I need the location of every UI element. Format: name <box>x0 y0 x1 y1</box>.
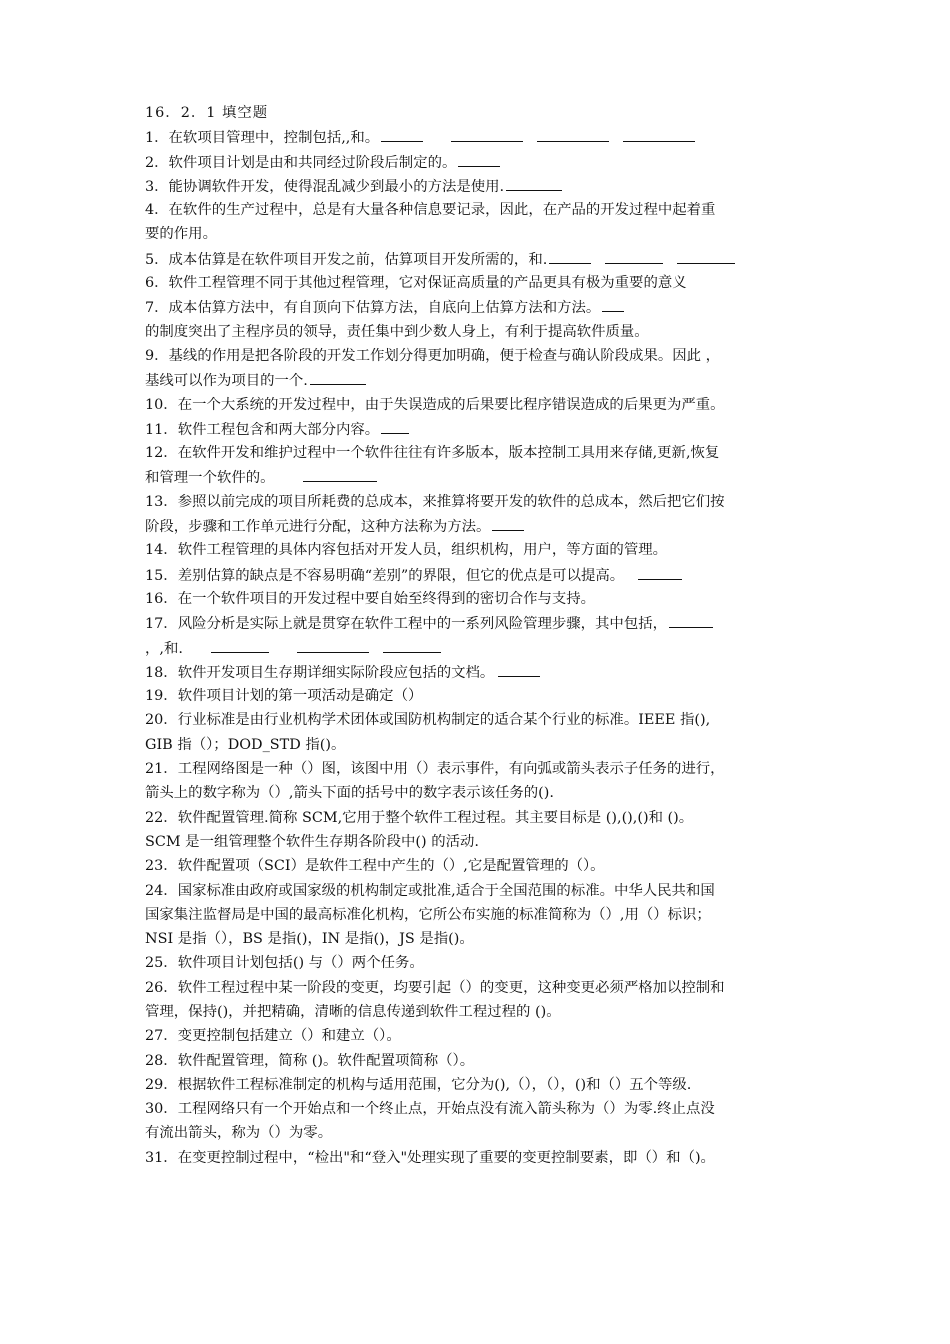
answer-blank <box>492 514 524 531</box>
question-18: 18．软件开发项目生存期详细实际阶段应包括的文档。 <box>145 660 825 684</box>
question-9-line-1: 9．基线的作用是把各阶段的开发工作划分得更加明确，便于检查与确认阶段成果。因此 ， <box>145 347 720 364</box>
question-21-line-1: 21．工程网络图是一种（）图，该图中用（）表示事件，有向弧或箭头表示子任务的进行， <box>145 761 725 778</box>
question-19: 19．软件项目计划的第一项活动是确定（） <box>145 688 423 705</box>
question-7: 7．成本估算方法中，有自顶向下估算方法，自底向上估算方法和方法。 <box>145 295 825 319</box>
question-13-line-1: 13．参照以前完成的项目所耗费的总成本，来推算将要开发的软件的总成本，然后把它们按 <box>145 493 725 510</box>
question-17-line-1: 17．风险分析是实际上就是贯穿在软件工程中的一系列风险管理步骤，其中包括， <box>145 611 825 635</box>
question-24-line-1: 24．国家标准由政府或国家级的机构制定或批准,适合于全国范围的标准。中华人民共和国 <box>145 882 715 899</box>
question-26-line-2: 管理，保持()，并把精确，清晰的信息传递到软件工程过程的 ()。 <box>145 1003 561 1020</box>
question-11: 11．软件工程包含和两大部分内容。 <box>145 417 825 441</box>
section-title: 16．2．1 填空题 <box>145 105 269 121</box>
answer-blank <box>623 125 695 142</box>
answer-blank <box>638 563 682 580</box>
question-25: 25．软件项目计划包括() 与（）两个任务。 <box>145 955 424 972</box>
question-29: 29．根据软件工程标准制定的机构与适用范围，它分为(),（），（），()和（）五个等级. <box>145 1076 692 1093</box>
question-30-line-1: 30．工程网络只有一个开始点和一个终止点，开始点没有流入箭头称为（）为零.终止点没 <box>145 1101 715 1118</box>
question-21-line-2: 箭头上的数字称为（）,箭头下面的括号中的数字表示该任务的(). <box>145 785 554 802</box>
answer-blank <box>381 125 423 142</box>
question-5: 5．成本估算是在软件项目开发之前，估算项目开发所需的，和. <box>145 247 825 271</box>
question-9-line-2: 基线可以作为项目的一个. <box>145 368 825 392</box>
answer-blank <box>498 660 540 677</box>
question-8: 的制度突出了主程序员的领导，责任集中到少数人身上，有利于提高软件质量。 <box>145 323 649 340</box>
question-10: 10．在一个大系统的开发过程中，由于失误造成的后果要比程序错误造成的后果更为严重。 <box>145 396 725 413</box>
question-26-line-1: 26．软件工程过程中某一阶段的变更，均要引起（）的变更，这种变更必须严格加以控制和 <box>145 979 725 996</box>
question-2: 2．软件项目计划是由和共同经过阶段后制定的。 <box>145 150 825 174</box>
question-22-line-1: 22．软件配置管理.简称 SCM,它用于整个软件工程过程。其主要目标是 (),(),()和 ()。 <box>145 809 694 826</box>
answer-blank <box>602 295 624 312</box>
answer-blank <box>549 247 591 264</box>
question-1: 1．在软项目管理中，控制包括,,和。 <box>145 125 825 149</box>
question-20-line-2: GIB 指（）；DOD_STD 指()。 <box>145 736 346 753</box>
answer-blank <box>537 125 609 142</box>
question-6: 6．软件工程管理不同于其他过程管理，它对保证高质量的产品更具有极为重要的意义 <box>145 275 687 292</box>
answer-blank <box>303 465 377 482</box>
answer-blank <box>605 247 663 264</box>
answer-blank <box>669 611 713 628</box>
question-24-line-3: NSI 是指（），BS 是指()，IN 是指()，JS 是指()。 <box>145 931 474 948</box>
question-12-line-2: 和管理一个软件的。 <box>145 465 825 489</box>
answer-blank <box>381 417 409 434</box>
question-22-line-2: SCM 是一组管理整个软件生存期各阶段中() 的活动. <box>145 833 479 850</box>
question-14: 14．软件工程管理的具体内容包括对开发人员，组织机构，用户，等方面的管理。 <box>145 542 667 559</box>
question-28: 28．软件配置管理，简称 ()。软件配置项简称（）。 <box>145 1052 475 1069</box>
question-12-line-1: 12．在软件开发和维护过程中一个软件往往有许多版本，版本控制工具用来存储,更新,恢复 <box>145 445 720 462</box>
answer-blank <box>383 636 441 653</box>
question-4-line-2: 要的作用。 <box>145 226 217 243</box>
question-20-line-1: 20．行业标准是由行业机构学术团体或国防机构制定的适合某个行业的标准。IEEE 指(), <box>145 712 711 729</box>
answer-blank <box>458 150 500 167</box>
question-4-line-1: 4．在软件的生产过程中，总是有大量各种信息要记录，因此，在产品的开发过程中起着重 <box>145 202 716 219</box>
question-15: 15．差别估算的缺点是不容易明确“差别”的界限，但它的优点是可以提高。 <box>145 563 825 587</box>
question-27: 27．变更控制包括建立（）和建立（）。 <box>145 1028 401 1045</box>
question-3: 3．能协调软件开发，使得混乱减少到最小的方法是使用. <box>145 174 825 198</box>
answer-blank <box>310 368 366 385</box>
document-page <box>145 101 825 1170</box>
question-23: 23．软件配置项（SCI）是软件工程中产生的（）,它是配置管理的（）。 <box>145 858 605 875</box>
answer-blank <box>297 636 369 653</box>
question-13-line-2: 阶段，步骤和工作单元进行分配，这种方法称为方法。 <box>145 514 825 538</box>
question-17-line-2: ，,和. <box>145 636 825 660</box>
question-30-line-2: 有流出箭头，称为（）为零。 <box>145 1125 333 1142</box>
answer-blank <box>211 636 269 653</box>
question-16: 16．在一个软件项目的开发过程中要自始至终得到的密切合作与支持。 <box>145 590 596 607</box>
question-24-line-2: 国家集注监督局是中国的最高标准化机构，它所公布实施的标准简称为（）,用（）标识； <box>145 906 711 923</box>
answer-blank <box>506 174 562 191</box>
answer-blank <box>451 125 523 142</box>
answer-blank <box>677 247 735 264</box>
question-31: 31．在变更控制过程中，“检出"和“登入"处理实现了重要的变更控制要素，即（）和（)。 <box>145 1149 715 1166</box>
